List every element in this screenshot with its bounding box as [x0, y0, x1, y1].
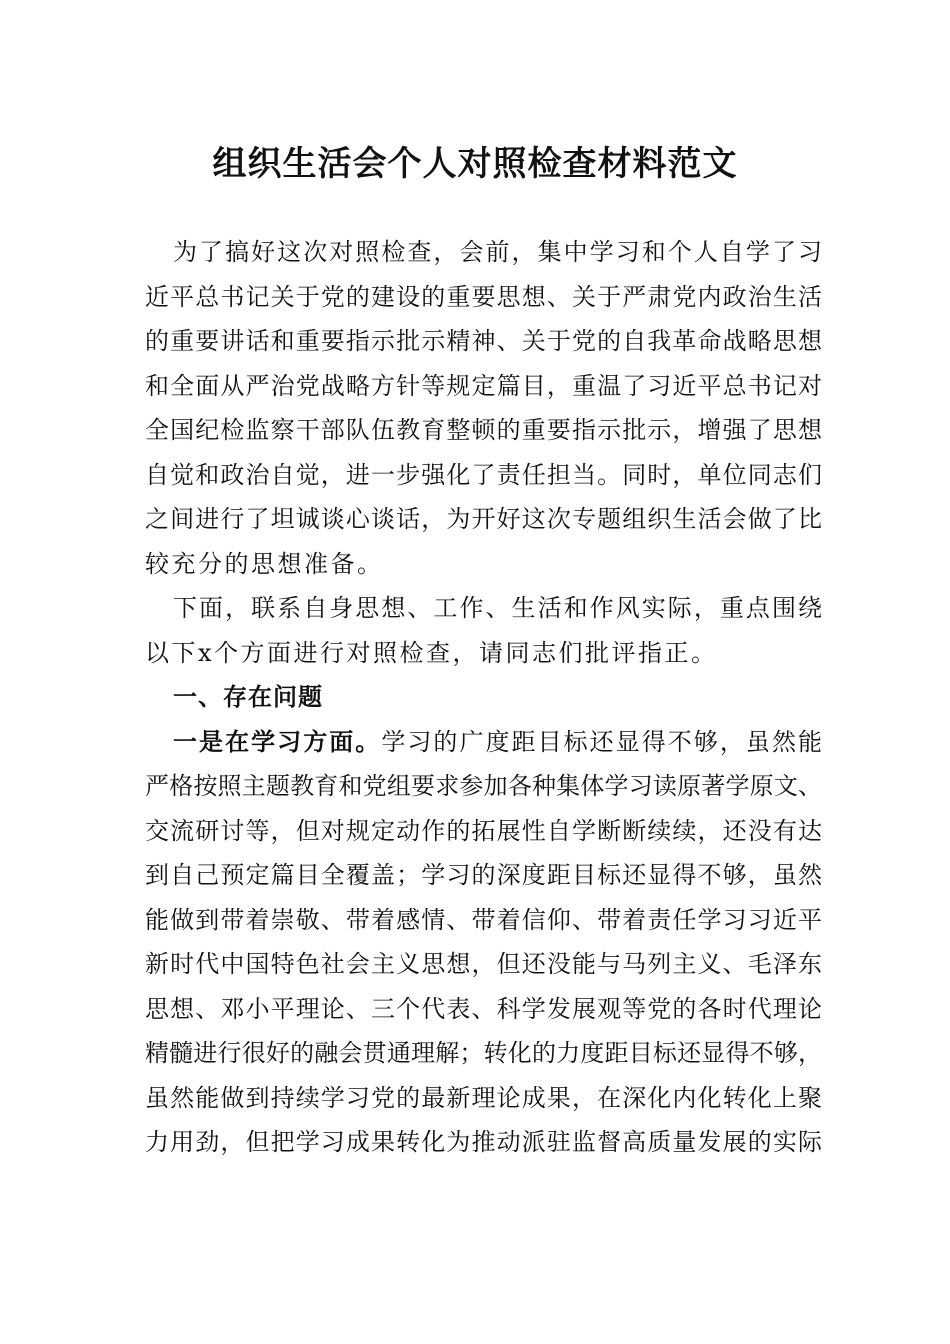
- paragraph-line: 全国纪检监察干部队伍教育整顿的重要指示批示，增强了思想: [145, 416, 822, 444]
- paragraph-line: 之间进行了坦诚谈心谈话，为开好这次专题组织生活会做了比: [145, 505, 822, 533]
- paragraph-line: 严格按照主题教育和党组要求参加各种集体学习读原著学原文、: [145, 772, 822, 800]
- paragraph-line: 思想、邓小平理论、三个代表、科学发展观等党的各时代理论: [145, 994, 822, 1023]
- paragraph-line: 力用劲，但把学习成果转化为推动派驻监督高质量发展的实际: [145, 1128, 822, 1156]
- paragraph-line: 近平总书记关于党的建设的重要思想、关于严肃党内政治生活: [145, 282, 822, 311]
- paragraph-line: [145, 720, 822, 765]
- paragraph-line: 新时代中国特色社会主义思想，但还没能与马列主义、毛泽东: [145, 950, 822, 978]
- paragraph-line: 自觉和政治自觉，进一步强化了责任担当。同时，单位同志们: [145, 460, 822, 489]
- paragraph-line: 的重要讲话和重要指示批示精神、关于党的自我革命战略思想: [145, 327, 822, 355]
- section-heading: 一、存在问题: [173, 683, 323, 711]
- document-title: 组织生活会个人对照检查材料范文: [212, 144, 738, 184]
- paragraph-line: 和全面从严治党战略方针等规定篇目，重温了习近平总书记对: [145, 371, 822, 400]
- paragraph-line: 下面，联系自身思想、工作、生活和作风实际，重点围绕: [173, 594, 822, 622]
- paragraph-line: 以下x个方面进行对照检查，请同志们批评指正。: [145, 638, 718, 667]
- paragraph-line: 到自己预定篇目全覆盖；学习的深度距目标还显得不够，虽然: [145, 861, 822, 889]
- paragraph-lead: 一是在学习方面。: [173, 726, 382, 756]
- paragraph-line: 虽然能做到持续学习党的最新理论成果，在深化内化转化上聚: [145, 1083, 822, 1112]
- document-body: [145, 230, 822, 1165]
- paragraph-line: 能做到带着崇敬、带着感情、带着信仰、带着责任学习习近平: [145, 905, 822, 934]
- paragraph-line: 精髓进行很好的融会贯通理解；转化的力度距目标还显得不够，: [145, 1039, 822, 1067]
- paragraph-text: 学习的广度距目标还显得不够，虽然能: [381, 727, 823, 756]
- paragraph-line: 为了搞好这次对照检查，会前，集中学习和个人自学了习: [173, 238, 822, 266]
- paragraph-line: 较充分的思想准备。: [145, 549, 384, 578]
- paragraph-line: 交流研讨等，但对规定动作的拓展性自学断断续续，还没有达: [145, 816, 822, 845]
